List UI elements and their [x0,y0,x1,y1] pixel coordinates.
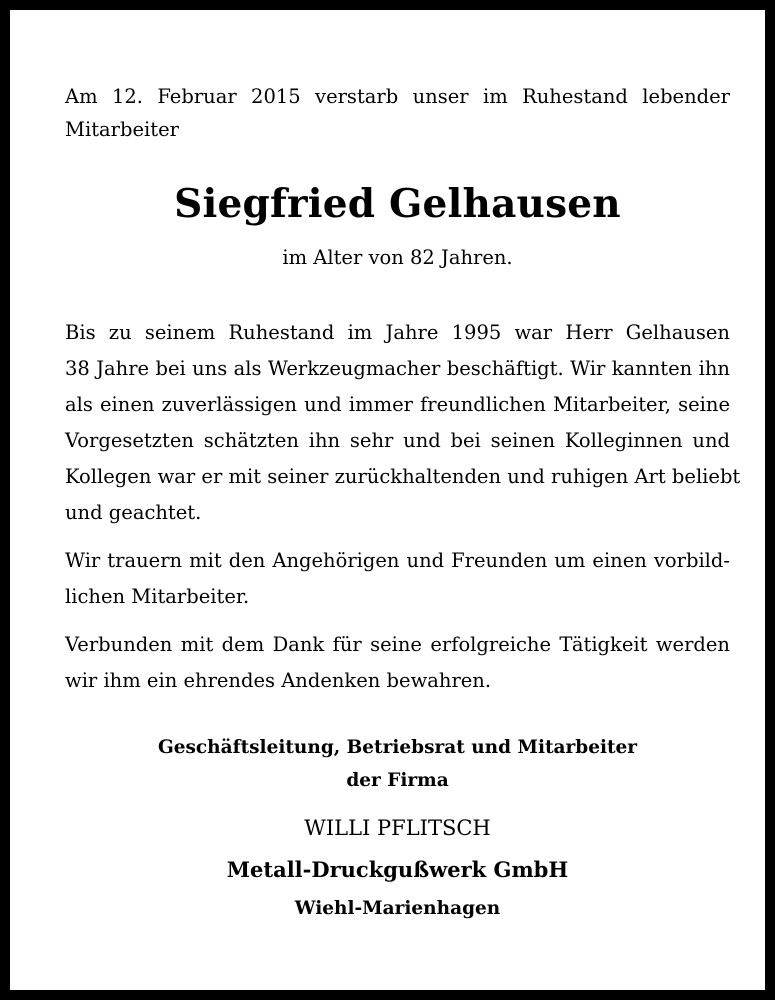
signature-line: der Firma [346,770,449,791]
paragraph-career [65,315,741,531]
text-line: Wir trauern mit den Angehörigen und Freunden um einen vorbild- [65,549,730,572]
text-line: lichen Mitarbeiter. [65,585,250,608]
signature-block [65,731,730,797]
intro-line: Mitarbeiter [65,118,179,141]
company-location: Wiehl-Marienhagen [294,898,501,919]
paragraph-mourning [65,543,730,615]
age-line: im Alter von 82 Jahren. [282,246,513,269]
text-line: Verbunden mit dem Dank für seine erfolgreiche Tätigkeit werden [65,633,730,656]
company-block [65,807,730,927]
text-line: 38 Jahre bei uns als Werkzeugmacher beschäftigt. Wir kannten ihn [65,357,730,380]
company-type: Metall-Druckgußwerk GmbH [226,857,569,882]
text-line: und geachtet. [65,501,202,524]
deceased-name: Siegfried Gelhausen [174,181,621,227]
text-line: als einen zuverlässigen und immer freundlichen Mitarbeiter, seine [65,393,730,416]
notice-content [65,80,741,927]
text-line: wir ihm ein ehrendes Andenken bewahren. [65,669,492,692]
signature-line: Geschäftsleitung, Betriebsrat und Mitarbeiter [157,737,638,758]
intro-line: Am 12. Februar 2015 verstarb unser im Ruhestand lebender [65,85,730,108]
text-line: Vorgesetzten schätzten ihn sehr und bei seinen Kolleginnen und [65,429,730,452]
paragraph-thanks [65,627,730,699]
text-line: Bis zu seinem Ruhestand im Jahre 1995 war Herr Gelhausen [65,321,730,344]
company-name: WILLI PFLITSCH [304,816,491,840]
text-line: Kollegen war er mit seiner zurückhaltenden und ruhigen Art beliebt [65,465,741,488]
intro-text [65,80,730,146]
